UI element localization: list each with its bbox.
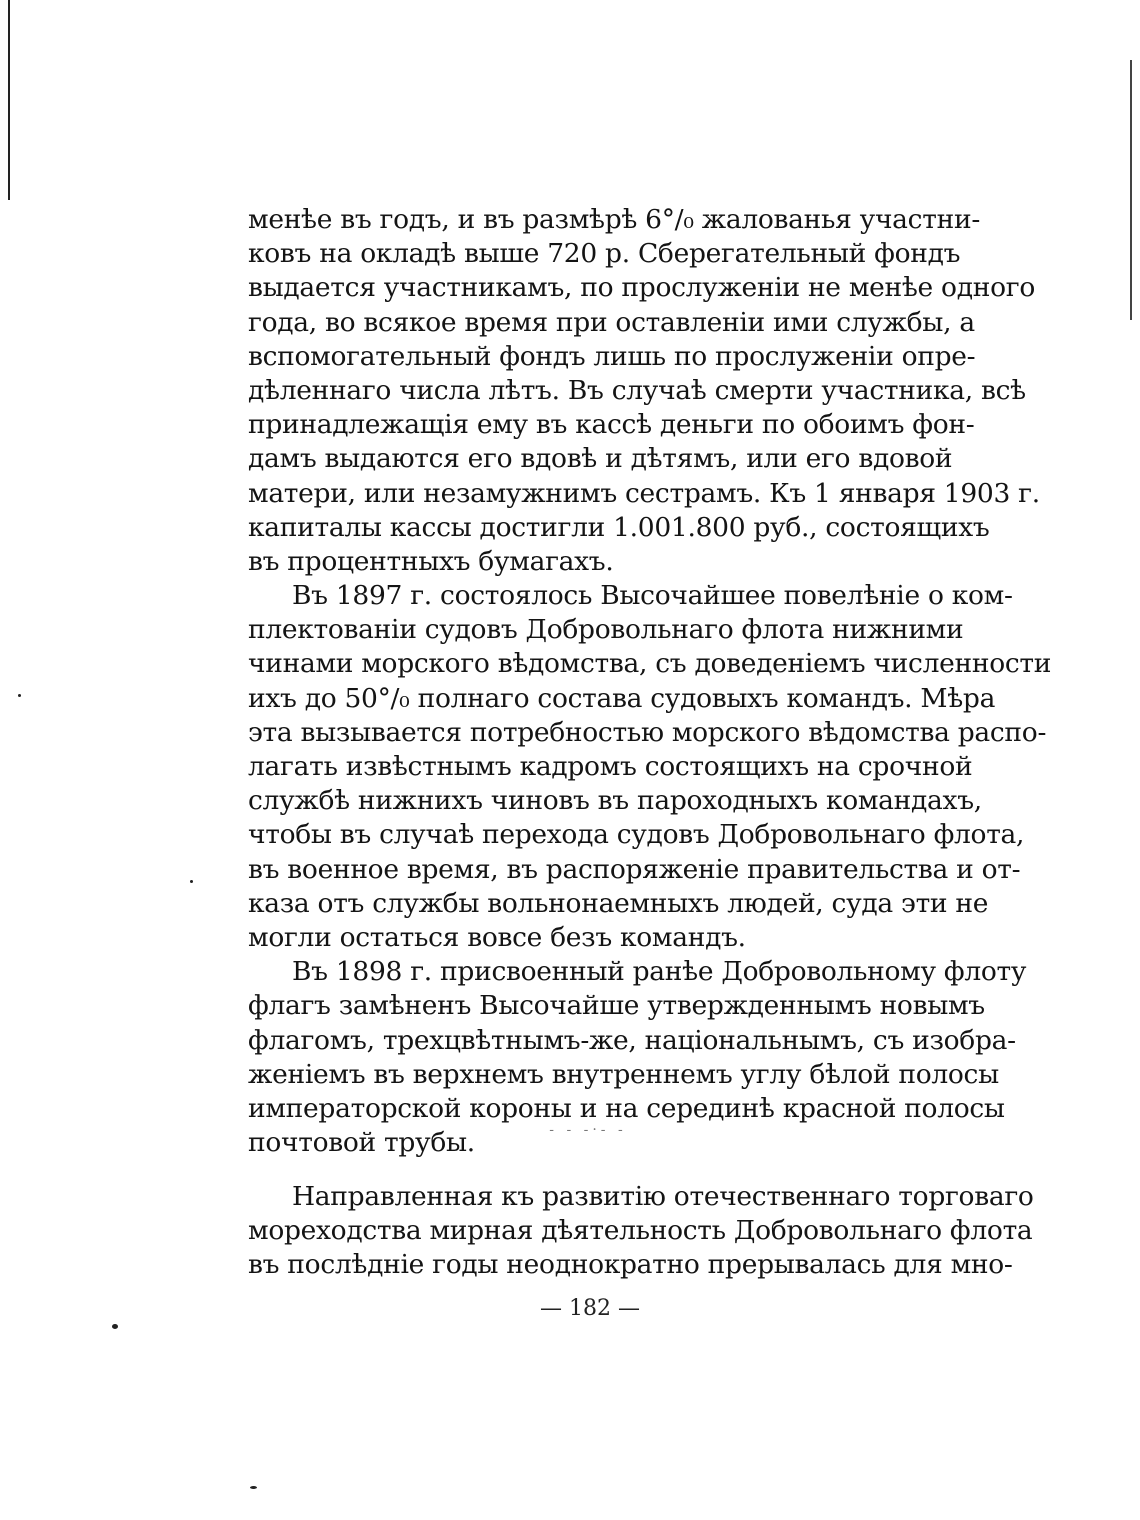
- text-line: выдается участникамъ, по прослуженіи не менѣе одного: [248, 272, 1035, 304]
- text-line: вспомогательный фондъ лишь по прослуженіи опре-: [248, 340, 976, 372]
- text-line: принадлежащія ему въ кассѣ деньги по обоимъ фон-: [248, 409, 975, 441]
- text-line: чтобы въ случаѣ перехода судовъ Добровольнаго флота,: [248, 819, 1025, 851]
- text-line: матери, или незамужнимъ сестрамъ. Къ 1 января 1903 г.: [248, 477, 1040, 509]
- text-line: Въ 1897 г. состоялось Высочайшее повелѣніе о ком-: [292, 580, 1013, 612]
- text-line: въ военное время, въ распоряженіе правительства и от-: [248, 853, 1021, 885]
- scan-left-edge: [8, 0, 10, 200]
- text-line: флагомъ, трехцвѣтнымъ-же, національнымъ, съ изобра-: [248, 1024, 1016, 1056]
- text-line: ихъ до 50°/₀ полнаго состава судовыхъ командъ. Мѣра: [248, 682, 996, 714]
- text-line: чинами морского вѣдомства, съ доведеніемъ численности: [248, 648, 1052, 680]
- scan-right-edge: [1130, 60, 1132, 320]
- text-line: въ послѣдніе годы неоднократно прерывалась для мно-: [248, 1249, 1013, 1281]
- text-line: въ процентныхъ бумагахъ.: [248, 545, 614, 577]
- text-line: дамъ выдаются его вдовѣ и дѣтямъ, или его вдовой: [248, 443, 953, 475]
- page-number: — 182 —: [540, 1296, 640, 1321]
- section-separator: - - -·- -: [549, 1122, 627, 1138]
- text-line: флагъ замѣненъ Высочайше утвержденнымъ новымъ: [248, 990, 985, 1022]
- text-line: менѣе въ годъ, и въ размѣрѣ 6°/₀ жалованья участни-: [248, 204, 980, 235]
- text-line: года, во всякое время при оставленіи ими службы, а: [248, 306, 975, 338]
- text-line: мореходства мирная дѣятельность Добровольнаго флота: [248, 1215, 1033, 1247]
- text-line: дѣленнаго числа лѣтъ. Въ случаѣ смерти участника, всѣ: [248, 374, 1026, 406]
- text-line: эта вызывается потребностью морского вѣдомства распо-: [248, 716, 1047, 748]
- text-line: каза отъ службы вольнонаемныхъ людей, суда эти не: [248, 887, 989, 919]
- text-line: Въ 1898 г. присвоенный ранѣе Добровольному флоту: [292, 956, 1027, 988]
- text-line: службѣ нижнихъ чиновъ въ пароходныхъ командахъ,: [248, 785, 982, 817]
- text-line: Направленная къ развитію отечественнаго торговаго: [292, 1181, 1034, 1212]
- scan-speck: [112, 1324, 118, 1329]
- scan-speck: [250, 1486, 257, 1489]
- closing-text-block: [248, 1180, 1034, 1283]
- text-line: капиталы кассы достигли 1.001.800 руб., состоящихъ: [248, 511, 990, 543]
- scan-speck: [18, 694, 21, 697]
- main-text-block: [248, 203, 1052, 1160]
- text-line: почтовой трубы.: [248, 1127, 475, 1159]
- text-line: лагать извѣстнымъ кадромъ состоящихъ на срочной: [248, 751, 973, 782]
- text-line: императорской короны и на серединѣ красной полосы: [248, 1092, 1005, 1124]
- text-line: женіемъ въ верхнемъ внутреннемъ углу бѣлой полосы: [248, 1058, 999, 1090]
- scan-speck: [190, 880, 193, 883]
- text-line: плектованіи судовъ Добровольнаго флота нижними: [248, 614, 964, 646]
- text-line: ковъ на окладѣ выше 720 р. Сберегательный фондъ: [248, 238, 961, 270]
- text-line: могли остаться вовсе безъ командъ.: [248, 921, 746, 953]
